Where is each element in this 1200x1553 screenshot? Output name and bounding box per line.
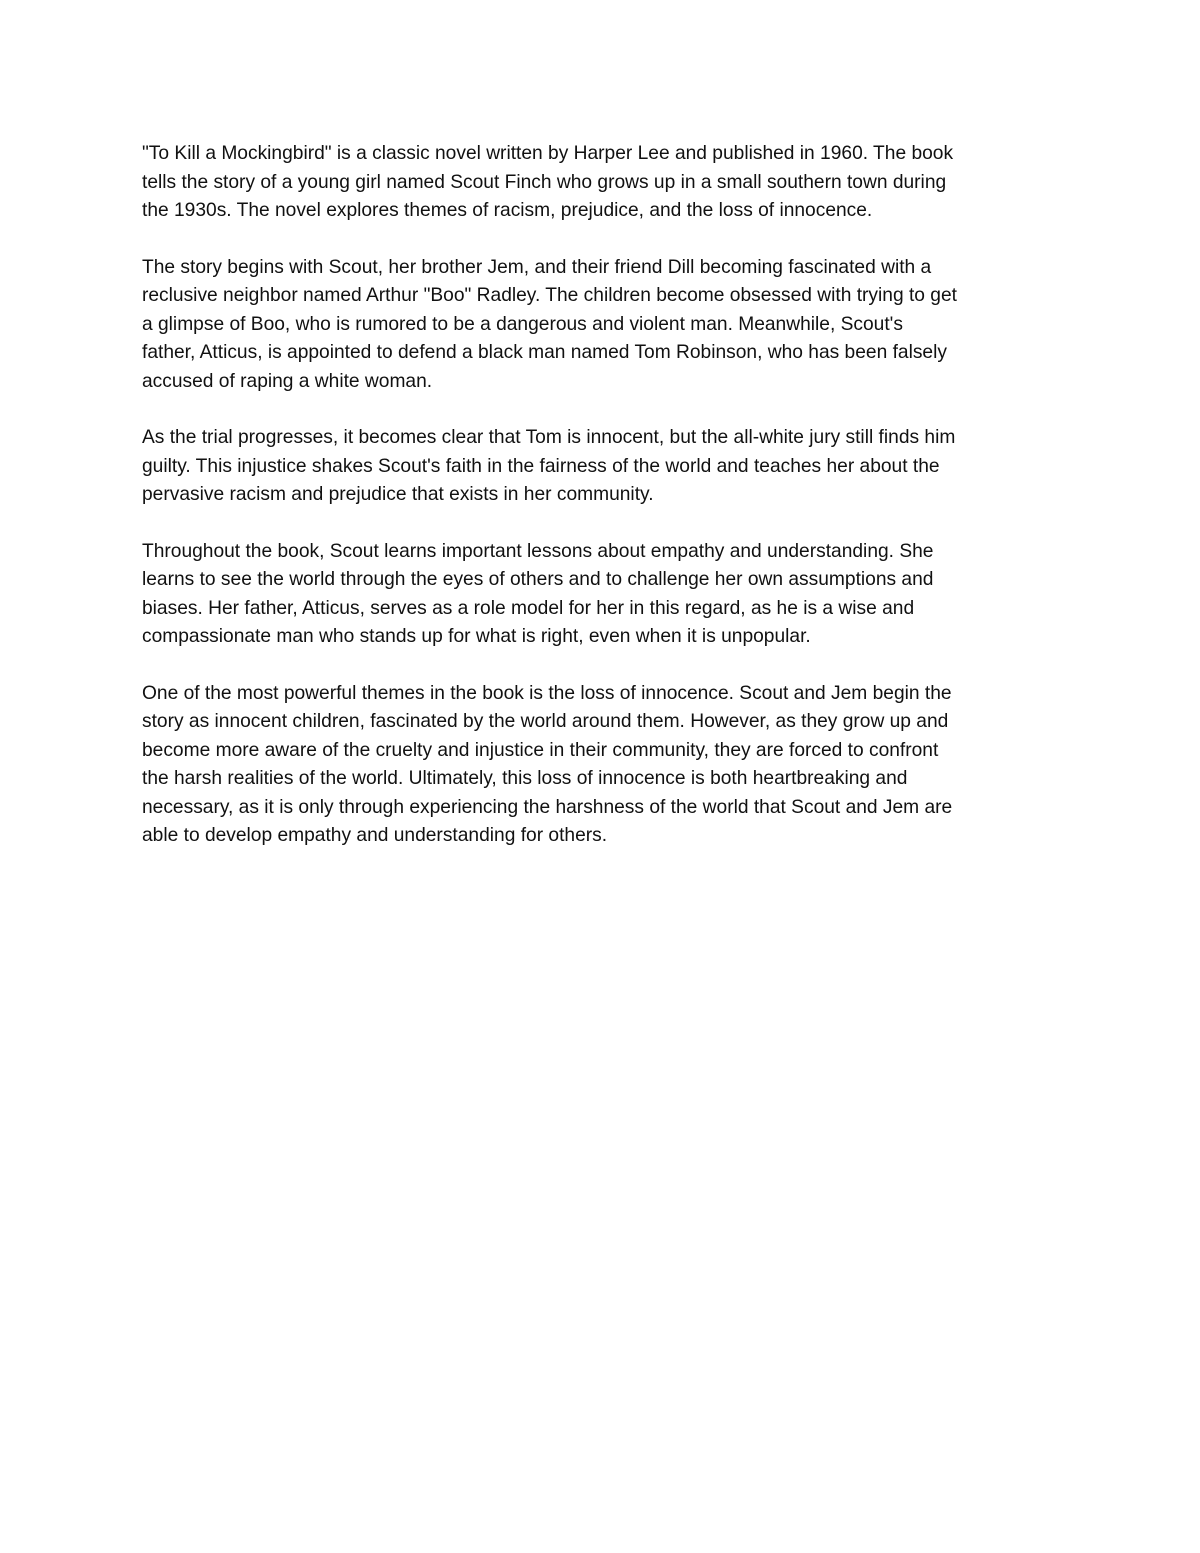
text-line: accused of raping a white woman. (142, 370, 433, 392)
text-line: father, Atticus, is appointed to defend a black man named Tom Robinson, who has been falsely (142, 342, 947, 363)
text-line: The story begins with Scout, her brother Jem, and their friend Dill becoming fascinated with a (142, 256, 932, 278)
text-line: One of the most powerful themes in the book is the loss of innocence. Scout and Jem begin the (142, 682, 952, 704)
text-line: a glimpse of Boo, who is rumored to be a dangerous and violent man. Meanwhile, Scout's (142, 313, 903, 335)
text-line: learns to see the world through the eyes of others and to challenge her own assumptions and (142, 569, 934, 590)
text-line: story as innocent children, fascinated by the world around them. However, as they grow up and (142, 711, 949, 732)
document-body (142, 140, 1072, 879)
paragraph-5 (142, 680, 1072, 851)
text-line: pervasive racism and prejudice that exists in her community. (142, 484, 654, 505)
text-line: As the trial progresses, it becomes clear that Tom is innocent, but the all-white jury still finds him (142, 427, 956, 448)
text-line: tells the story of a young girl named Scout Finch who grows up in a small southern town during (142, 171, 947, 193)
paragraph-2 (142, 254, 1072, 397)
text-line: become more aware of the cruelty and injustice in their community, they are forced to confront (142, 739, 939, 761)
paragraph-1 (142, 140, 1072, 226)
text-line: the 1930s. The novel explores themes of racism, prejudice, and the loss of innocence. (142, 200, 873, 221)
text-line: biases. Her father, Atticus, serves as a role model for her in this regard, as he is a wise and (142, 597, 915, 619)
text-line: reclusive neighbor named Arthur "Boo" Radley. The children become obsessed with trying to get (142, 285, 957, 306)
text-line: the harsh realities of the world. Ultimately, this loss of innocence is both heartbreaking and (142, 768, 908, 789)
paragraph-4 (142, 538, 1072, 652)
text-line: necessary, as it is only through experiencing the harshness of the world that Scout and Jem are (142, 796, 953, 818)
text-line: "To Kill a Mockingbird" is a classic novel written by Harper Lee and published in 1960. The book (142, 143, 954, 164)
text-line: compassionate man who stands up for what is right, even when it is unpopular. (142, 626, 811, 647)
text-line: able to develop empathy and understanding for others. (142, 825, 608, 846)
text-line: guilty. This injustice shakes Scout's faith in the fairness of the world and teaches her about the (142, 455, 940, 477)
text-line: Throughout the book, Scout learns important lessons about empathy and understanding. She (142, 540, 934, 562)
paragraph-3 (142, 424, 1072, 510)
